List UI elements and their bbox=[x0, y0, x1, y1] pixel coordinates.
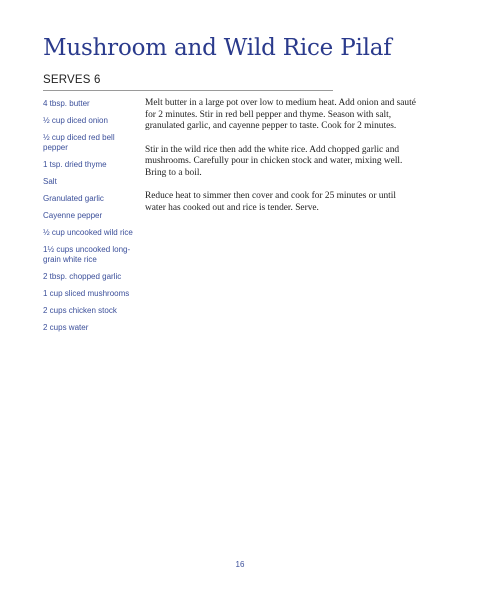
page-number: 16 bbox=[235, 560, 245, 569]
serves-label: SERVES 6 bbox=[43, 74, 101, 86]
ingredient-item: 1 cup sliced mushrooms bbox=[43, 289, 130, 298]
ingredient-item: ½ cup diced onion bbox=[43, 116, 108, 125]
recipe-title: Mushroom and Wild Rice Pilaf bbox=[43, 35, 392, 61]
ingredient-item: 4 tbsp. butter bbox=[43, 99, 90, 108]
ingredient-item: Salt bbox=[43, 177, 57, 186]
direction-step: Melt butter in a large pot over low to medium heat. Add onion and sauté for 2 minutes. Stir in red bell pepper and thyme. Season with salt, granulated garlic, and cayenne pepper to taste. Cook for 2 minutes. bbox=[145, 98, 416, 131]
ingredient-item: Granulated garlic bbox=[43, 194, 104, 203]
ingredient-item: 2 cups water bbox=[43, 323, 89, 332]
ingredient-item: 2 tbsp. chopped garlic bbox=[43, 272, 122, 281]
ingredient-item: ½ cup diced red bell pepper bbox=[43, 133, 115, 152]
direction-step: Reduce heat to simmer then cover and cook for 25 minutes or until water has cooked out and rice is tender. Serve. bbox=[145, 191, 396, 213]
ingredient-item: 2 cups chicken stock bbox=[43, 306, 117, 315]
ingredient-item: 1½ cups uncooked long-grain white rice bbox=[43, 245, 131, 264]
ingredient-list bbox=[43, 99, 135, 340]
direction-step: Stir in the wild rice then add the white rice. Add chopped garlic and mushrooms. Carefully pour in chicken stock and water, mixing well. Bring to a boil. bbox=[145, 144, 403, 178]
ingredient-item: 1 tsp. dried thyme bbox=[43, 160, 107, 169]
directions-section bbox=[145, 98, 417, 226]
ingredient-item: Cayenne pepper bbox=[43, 211, 103, 220]
ingredient-item: ½ cup uncooked wild rice bbox=[43, 228, 133, 237]
header-divider bbox=[43, 90, 333, 91]
